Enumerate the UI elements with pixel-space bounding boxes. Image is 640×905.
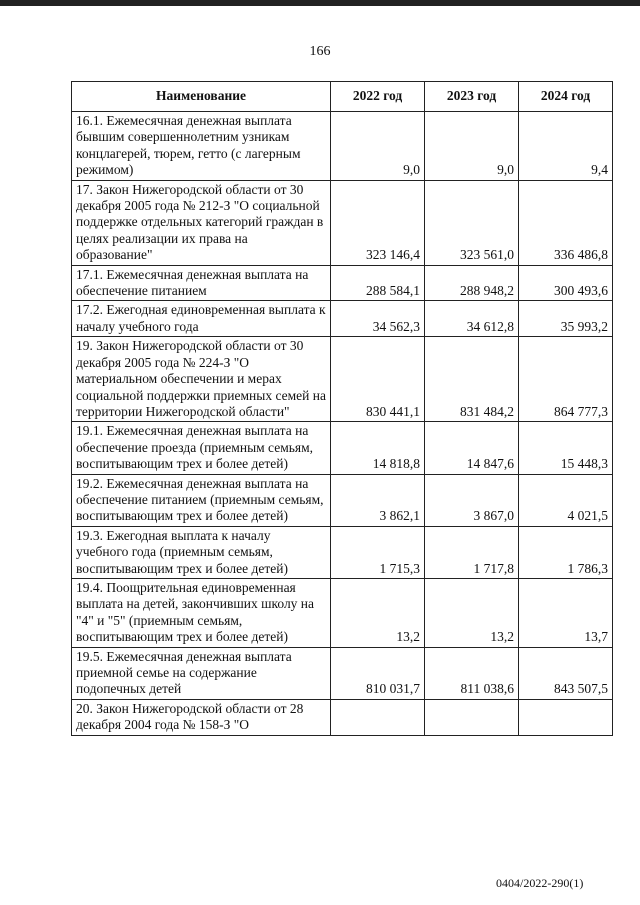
value-2024: 15 448,3: [519, 422, 613, 474]
scan-top-border: [0, 0, 640, 6]
row-name: 19.4. Поощрительная единовременная выплата на детей, закончивших школу на "4" и "5" (приемным семьям, воспитывающим трех и более детей): [72, 578, 331, 647]
row-name: 19.1. Ежемесячная денежная выплата на обеспечение проезда (приемным семьям, воспитывающим трех и более детей): [72, 422, 331, 474]
value-2024: 300 493,6: [519, 265, 613, 301]
value-2024: 13,7: [519, 578, 613, 647]
table-row: [72, 422, 613, 474]
header-name: Наименование: [72, 82, 331, 112]
row-name: 19.2. Ежемесячная денежная выплата на обеспечение питанием (приемным семьям, воспитывающим трех и более детей): [72, 474, 331, 526]
header-2022: 2022 год: [331, 82, 425, 112]
row-name: 19.3. Ежегодная выплата к началу учебного года (приемным семьям, воспитывающим трех и более детей): [72, 526, 331, 578]
table-header-row: [72, 82, 613, 112]
value-2023: [425, 699, 519, 735]
value-2023: 13,2: [425, 578, 519, 647]
value-2023: 9,0: [425, 112, 519, 181]
row-name: 19.5. Ежемесячная денежная выплата приемной семье на содержание подопечных детей: [72, 647, 331, 699]
value-2023: 1 717,8: [425, 526, 519, 578]
value-2022: 13,2: [331, 578, 425, 647]
value-2023: 323 561,0: [425, 180, 519, 265]
value-2024: [519, 699, 613, 735]
value-2022: 830 441,1: [331, 337, 425, 422]
table-row: [72, 265, 613, 301]
document-code: 0404/2022-290(1): [496, 876, 584, 890]
value-2022: 810 031,7: [331, 647, 425, 699]
value-2024: 336 486,8: [519, 180, 613, 265]
table-row: [72, 526, 613, 578]
value-2024: 9,4: [519, 112, 613, 181]
header-2024: 2024 год: [519, 82, 613, 112]
table-row: [72, 112, 613, 181]
value-2024: 35 993,2: [519, 301, 613, 337]
value-2022: 9,0: [331, 112, 425, 181]
row-name: 17.1. Ежемесячная денежная выплата на обеспечение питанием: [72, 265, 331, 301]
row-name: 19. Закон Нижегородской области от 30 декабря 2005 года № 224-З "О материальном обеспечении и мерах социальной поддержки приемных семей на территории Нижегородской области": [72, 337, 331, 422]
table-row: [72, 301, 613, 337]
table-row: [72, 578, 613, 647]
row-name: 17. Закон Нижегородской области от 30 декабря 2005 года № 212-З "О социальной поддержке отдельных категорий граждан в целях реализации их права на образование": [72, 180, 331, 265]
row-name: 16.1. Ежемесячная денежная выплата бывшим совершеннолетним узникам концлагерей, тюрем, гетто (с лагерным режимом): [72, 112, 331, 181]
header-2023: 2023 год: [425, 82, 519, 112]
value-2022: 323 146,4: [331, 180, 425, 265]
value-2022: 1 715,3: [331, 526, 425, 578]
table-row: [72, 180, 613, 265]
value-2022: 3 862,1: [331, 474, 425, 526]
row-name: 17.2. Ежегодная единовременная выплата к началу учебного года: [72, 301, 331, 337]
table-row: [72, 474, 613, 526]
value-2022: 14 818,8: [331, 422, 425, 474]
value-2024: 4 021,5: [519, 474, 613, 526]
row-name: 20. Закон Нижегородской области от 28 декабря 2004 года № 158-З "О: [72, 699, 331, 735]
table-row: [72, 699, 613, 735]
value-2024: 1 786,3: [519, 526, 613, 578]
value-2023: 811 038,6: [425, 647, 519, 699]
table-row: [72, 337, 613, 422]
value-2023: 288 948,2: [425, 265, 519, 301]
table-row: [72, 647, 613, 699]
value-2022: 288 584,1: [331, 265, 425, 301]
value-2024: 864 777,3: [519, 337, 613, 422]
value-2023: 14 847,6: [425, 422, 519, 474]
page-number: 166: [309, 44, 331, 59]
budget-table: [71, 81, 613, 736]
value-2023: 3 867,0: [425, 474, 519, 526]
value-2022: 34 562,3: [331, 301, 425, 337]
value-2023: 831 484,2: [425, 337, 519, 422]
value-2023: 34 612,8: [425, 301, 519, 337]
value-2022: [331, 699, 425, 735]
value-2024: 843 507,5: [519, 647, 613, 699]
